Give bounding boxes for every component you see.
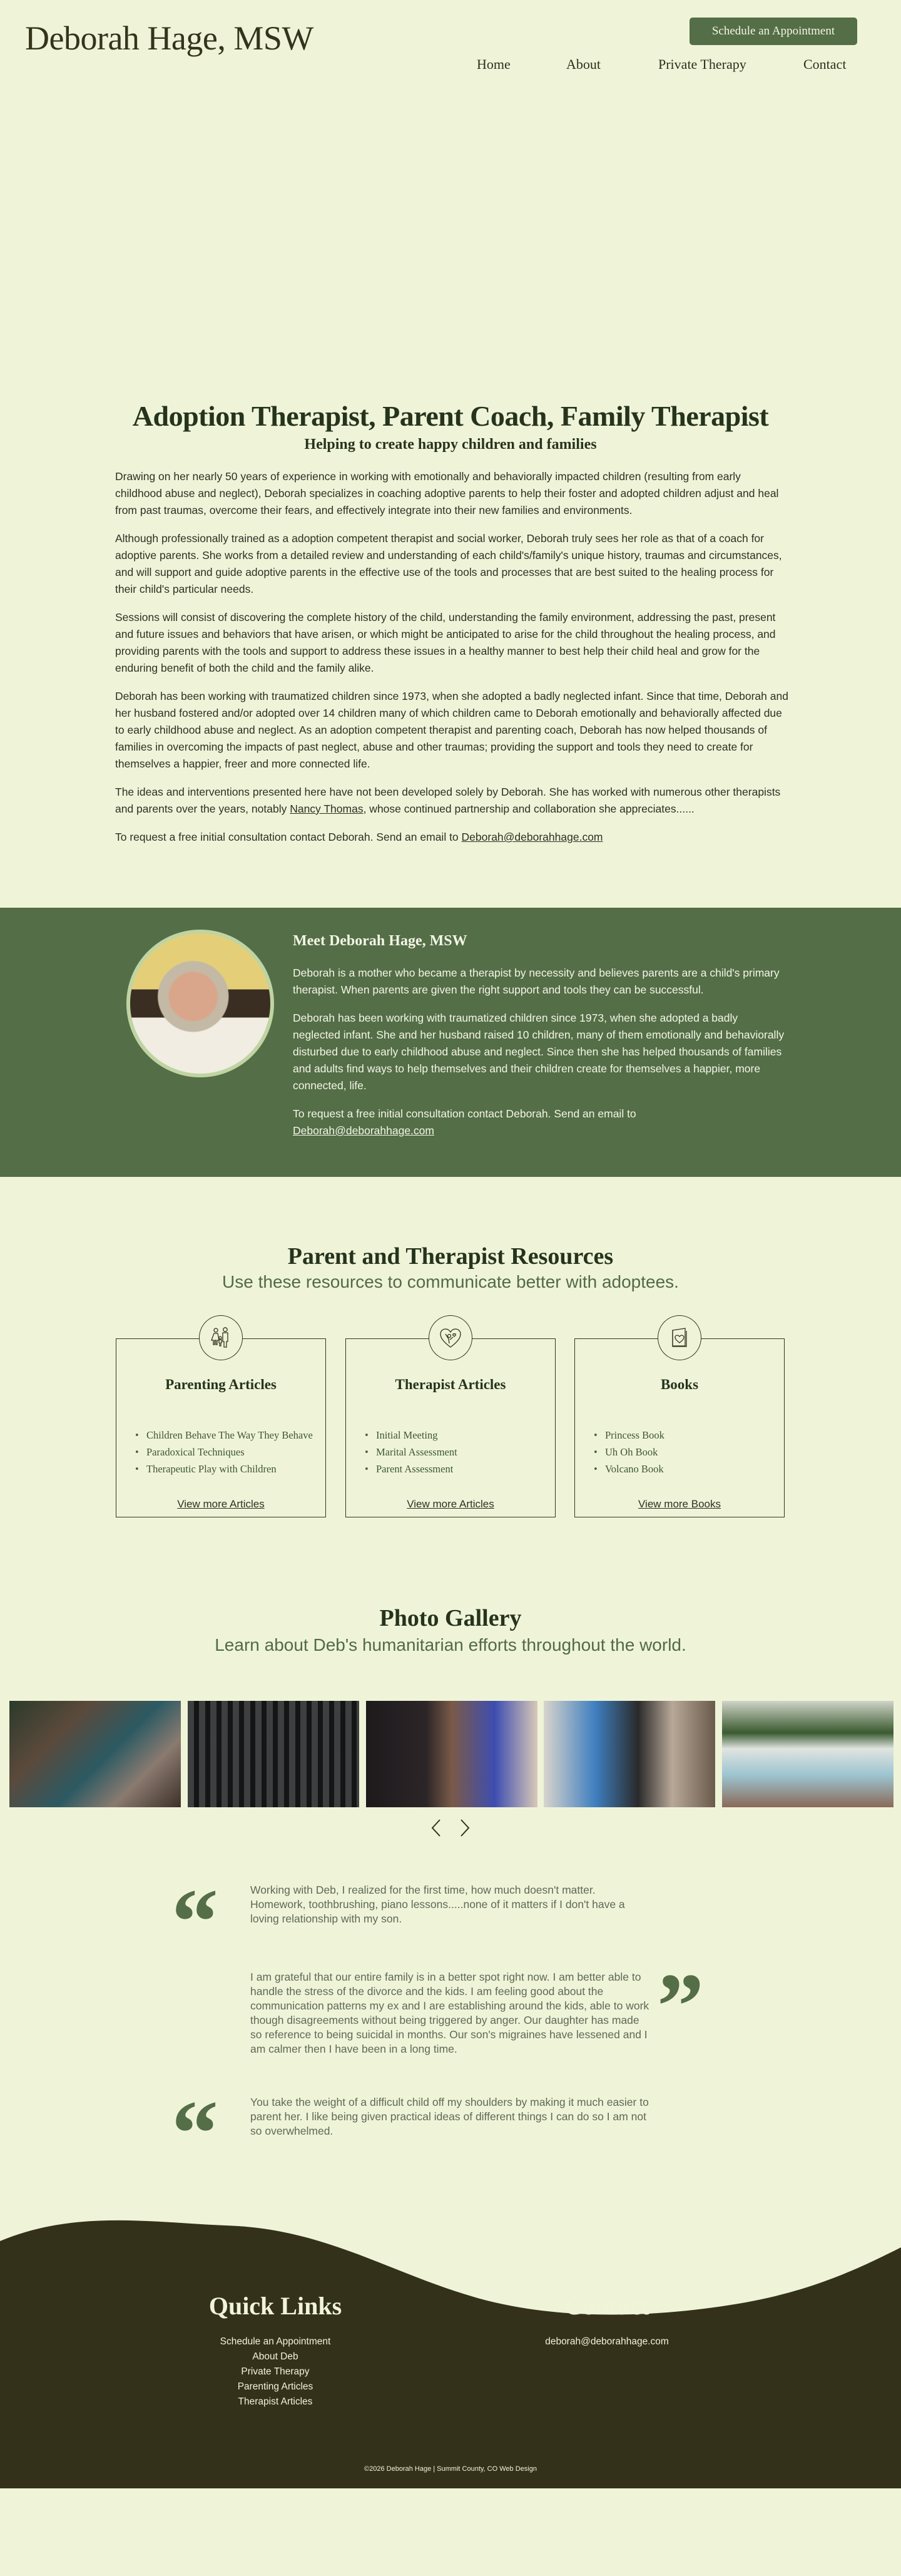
list-item[interactable]: • Uh Oh Book [594, 1444, 664, 1460]
card-list [594, 1427, 664, 1477]
chevron-left-icon[interactable] [430, 1819, 442, 1837]
gallery-title: Photo Gallery [379, 1605, 522, 1631]
testimonial: Working with Deb, I realized for the first time, how much doesn't matter. Homework, toothbrushing, piano lessons.....none of it matters if I don't have a loving relationship with my son. [250, 1884, 625, 1925]
book-heart-icon [658, 1315, 701, 1360]
list-item[interactable]: • Initial Meeting [365, 1427, 457, 1444]
deborah-photo [126, 930, 274, 1077]
contact-paragraph [115, 829, 788, 846]
close-quote-icon: ” [657, 1954, 704, 2058]
site-footer [0, 2204, 901, 2488]
list-item[interactable]: • Volcano Book [594, 1460, 664, 1477]
list-item[interactable]: • Parent Assessment [365, 1460, 457, 1477]
resource-card-therapist [345, 1338, 556, 1517]
footer-link-schedule[interactable]: Schedule an Appointment [220, 2336, 331, 2347]
card-title: Therapist Articles [395, 1377, 506, 1392]
view-more-parenting-link[interactable]: View more Articles [177, 1498, 265, 1510]
quick-links-title: Quick Links [208, 2292, 342, 2320]
page-subtitle: Helping to create happy children and families [304, 436, 597, 453]
card-list [135, 1427, 313, 1477]
card-title: Parenting Articles [165, 1377, 277, 1392]
intro-paragraph: Drawing on her nearly 50 years of experience in working with emotionally and behaviorally impacted children (resulting from early childhood abuse and neglect), Deborah specializes in coaching adoptive parents to help their foster and adopted children adjust and heal from past traumas, overcome their fears, and effectively integrate into their new families and environments. [115, 470, 779, 516]
testimonial: I am grateful that our entire family is in a better spot right now. I am better able to handle the stress of the divorce and the kids. I am feeling good about the communication patterns my ex and I are establishing around the kids, able to work though disagreements without being triggered by anger. Our daughter has made so reference to being suicidal in months. Our son's migraines have lessened and I am calmer then I have been in a long time. [250, 1971, 649, 2055]
contact-column [513, 2291, 701, 2349]
meet-contact-text: To request a free initial consultation contact Deborah. Send an email to [293, 1107, 636, 1120]
meet-email-link[interactable]: Deborah@deborahhage.com [293, 1124, 434, 1137]
email-link[interactable]: Deborah@deborahhage.com [461, 831, 603, 843]
view-more-books-link[interactable]: View more Books [638, 1498, 721, 1510]
page-title: Adoption Therapist, Parent Coach, Family Therapist [132, 400, 769, 432]
gallery-photo[interactable] [366, 1701, 537, 1807]
hero-section [0, 399, 901, 453]
heart-hands-icon [429, 1315, 472, 1360]
testimonial: You take the weight of a difficult child off my shoulders by making it much easier to parent her. I like being given practical ideas of different things I can do so I am not so overwhelmed. [250, 2096, 649, 2137]
ideas-text: The ideas and interventions presented here have not been developed solely by Deborah. She has worked with numerous other therapists and parents over the years, notably [115, 786, 781, 815]
footer-link-therapist-articles[interactable]: Therapist Articles [238, 2396, 313, 2407]
gallery-subtitle: Learn about Deb's humanitarian efforts throughout the world. [215, 1635, 686, 1655]
nancy-thomas-link[interactable]: Nancy Thomas [290, 803, 364, 815]
meet-contact [293, 1106, 787, 1139]
meet-text [293, 933, 787, 1151]
nav-private-therapy[interactable]: Private Therapy [658, 56, 746, 72]
site-logo[interactable]: Deborah Hage, MSW [25, 19, 313, 57]
copyright: ©2026 Deborah Hage | Summit County, CO Web Design [364, 2465, 537, 2473]
meet-paragraph: Deborah is a mother who became a therapist by necessity and believes parents are a child's primary therapist. When parents are given the right support and tools they can be successful. [293, 967, 780, 996]
gallery-photo[interactable] [722, 1701, 893, 1807]
contact-title: Contact [564, 2292, 649, 2320]
resources-title: Parent and Therapist Resources [287, 1243, 614, 1270]
list-item[interactable]: • Children Behave The Way They Behave [135, 1427, 313, 1444]
list-item[interactable]: • Therapeutic Play with Children [135, 1460, 313, 1477]
open-quote-icon: “ [171, 2081, 218, 2185]
chevron-right-icon[interactable] [459, 1819, 471, 1837]
footer-link-private-therapy[interactable]: Private Therapy [241, 2366, 310, 2377]
nav-about[interactable]: About [566, 56, 601, 72]
list-item[interactable]: • Paradoxical Techniques [135, 1444, 313, 1460]
open-quote-icon: “ [171, 1870, 218, 1974]
gallery-photo[interactable] [9, 1701, 181, 1807]
card-list [365, 1427, 457, 1477]
resource-card-books [574, 1338, 785, 1517]
gallery-photo[interactable] [188, 1701, 359, 1807]
footer-link-parenting-articles[interactable]: Parenting Articles [237, 2381, 313, 2392]
meet-title: Meet Deborah Hage, MSW [293, 933, 467, 949]
intro-paragraph [115, 784, 788, 818]
footer-link-about[interactable]: About Deb [252, 2351, 298, 2362]
footer-email-link[interactable]: deborah@deborahhage.com [545, 2336, 669, 2347]
schedule-appointment-button[interactable]: Schedule an Appointment [690, 18, 857, 45]
meet-paragraph: Deborah has been working with traumatized children since 1973, when she adopted a badly neglected infant. She and her husband raised 10 children, many of them emotionally and behaviorally disturbed due to early childhood abuse and neglect. Since then she has helped thousands of families and adults find ways to help themselves and their children create for themselves a happier, more connected, life. [293, 1012, 785, 1092]
intro-paragraph: Deborah has been working with traumatized children since 1973, when she adopted a badly neglected infant. Since that time, Deborah and her husband fostered and/or adopted over 14 children many of which children came to Deborah emotionally and behaviorally affected due to early childhood abuse and neglect. As an adoption competent therapist and parenting coach, Deborah has now helped thousands of families in overcoming the impacts of past neglect, abuse and other traumas; providing the support and tools they need to create for themselves a happier, freer and more connected life. [115, 690, 788, 770]
resource-card-parenting [116, 1338, 326, 1517]
ideas-text-end: , whose continued partnership and collaboration she appreciates...... [363, 803, 695, 815]
list-item[interactable]: • Princess Book [594, 1427, 664, 1444]
site-header [0, 0, 901, 88]
list-item[interactable]: • Marital Assessment [365, 1444, 457, 1460]
nav-home[interactable]: Home [477, 56, 511, 72]
gallery-controls [430, 1819, 471, 1837]
card-title: Books [660, 1377, 699, 1392]
family-icon [199, 1315, 243, 1360]
meet-section [0, 908, 901, 1177]
resources-subtitle: Use these resources to communicate better with adoptees. [222, 1272, 679, 1291]
nav-contact[interactable]: Contact [803, 56, 847, 72]
intro-paragraph: Sessions will consist of discovering the complete history of the child, understanding the family environment, addressing the past, present and future issues and behaviors that have arisen, or which might be anticipated to arise for the child throughout the healing process, and providing parents with the tools and support to address these issues in a healthy manner to best help their child heal and grow for the enduring benefit of both the child and the family alike. [115, 611, 776, 674]
intro-paragraph: Although professionally trained as a adoption competent therapist and social worker, Deborah truly sees her role as that of a coach for adoptive parents. She works from a detailed review and understanding of each child's/family's unique history, traumas and circumstances, and will support and guide adoptive parents in the effective use of the tools and processes that are best suited to the healing process for their child's particular needs. [115, 532, 782, 595]
footer-wave [0, 2204, 901, 2488]
contact-text: To request a free initial consultation contact Deborah. Send an email to [115, 831, 462, 843]
gallery-photo[interactable] [544, 1701, 715, 1807]
intro-text [115, 468, 788, 857]
view-more-therapist-link[interactable]: View more Articles [407, 1498, 494, 1510]
quick-links-column [181, 2291, 369, 2409]
